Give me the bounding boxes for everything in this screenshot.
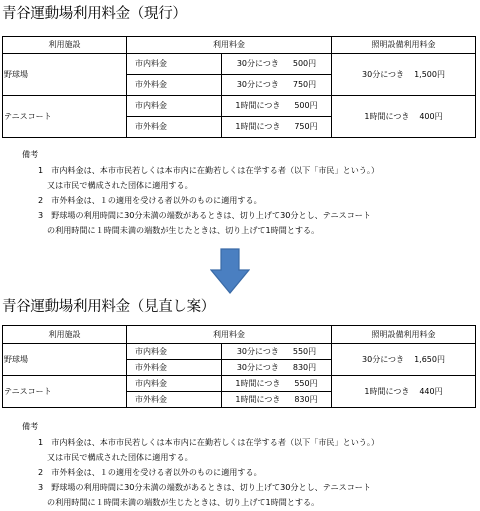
note-line: 3 野球場の利用時間に30分未満の端数があるときは、切り上げて30分とし、テニスコート xyxy=(38,482,371,492)
note-line: 又は市民で構成された団体に適用する。 xyxy=(47,452,193,462)
fee-price: 1時間につき 550円 xyxy=(222,376,332,392)
fee-kind: 市内料金 xyxy=(127,54,222,75)
fee-price: 30分につき 830円 xyxy=(222,360,332,376)
facility-baseball: 野球場 xyxy=(3,54,127,96)
fee-kind: 市外料金 xyxy=(127,392,222,408)
notes-heading: 備考 xyxy=(22,149,39,159)
fee-price: 30分につき 750円 xyxy=(222,75,332,96)
header-fee: 利用料金 xyxy=(127,326,332,344)
fee-kind: 市内料金 xyxy=(127,344,222,360)
fee-kind: 市内料金 xyxy=(127,376,222,392)
facility-tennis: テニスコート xyxy=(3,96,127,138)
fee-kind: 市外料金 xyxy=(127,117,222,138)
header-lighting: 照明設備利用料金 xyxy=(332,326,476,344)
header-facility: 利用施設 xyxy=(3,326,127,344)
note-line: 1 市内料金は、本市市民若しくは本市内に在勤若しくは在学する者（以下「市民」という。） xyxy=(38,437,380,447)
fee-kind: 市内料金 xyxy=(127,96,222,117)
fee-price: 30分につき 550円 xyxy=(222,344,332,360)
fee-price: 30分につき 500円 xyxy=(222,54,332,75)
note-line: 2 市外料金は、１の適用を受ける者以外のものに適用する。 xyxy=(38,467,262,477)
header-lighting: 照明設備利用料金 xyxy=(332,37,476,54)
fee-price: 1時間につき 750円 xyxy=(222,117,332,138)
note-line: 1 市内料金は、本市市民若しくは本市内に在勤若しくは在学する者（以下「市民」という。） xyxy=(38,165,380,175)
notes-heading: 備考 xyxy=(22,421,39,431)
note-line: 3 野球場の利用時間に30分未満の端数があるときは、切り上げて30分とし、テニスコート xyxy=(38,210,371,220)
current-fee-table xyxy=(2,36,476,138)
proposed-title: 青谷運動場利用料金（見直し案） xyxy=(2,299,215,315)
note-line: 2 市外料金は、１の適用を受ける者以外のものに適用する。 xyxy=(38,195,262,205)
note-line: の利用時間に１時間未満の端数が生じたときは、切り上げて1時間とする。 xyxy=(47,497,320,507)
fee-kind: 市外料金 xyxy=(127,75,222,96)
fee-kind: 市外料金 xyxy=(127,360,222,376)
note-line: 又は市民で構成された団体に適用する。 xyxy=(47,180,193,190)
note-line: の利用時間に１時間未満の端数が生じたときは、切り上げて1時間とする。 xyxy=(47,225,320,235)
facility-tennis: テニスコート xyxy=(3,376,127,408)
lighting-price: 1時間につき 400円 xyxy=(332,96,476,138)
lighting-price: 1時間につき 440円 xyxy=(332,376,476,408)
header-fee: 利用料金 xyxy=(127,37,332,54)
fee-price: 1時間につき 830円 xyxy=(222,392,332,408)
lighting-price: 30分につき 1,500円 xyxy=(332,54,476,96)
header-facility: 利用施設 xyxy=(3,37,127,54)
facility-baseball: 野球場 xyxy=(3,344,127,376)
proposed-fee-table xyxy=(2,325,476,408)
current-title: 青谷運動場利用料金（現行） xyxy=(2,6,187,22)
fee-price: 1時間につき 500円 xyxy=(222,96,332,117)
down-arrow-icon xyxy=(210,248,250,294)
lighting-price: 30分につき 1,650円 xyxy=(332,344,476,376)
